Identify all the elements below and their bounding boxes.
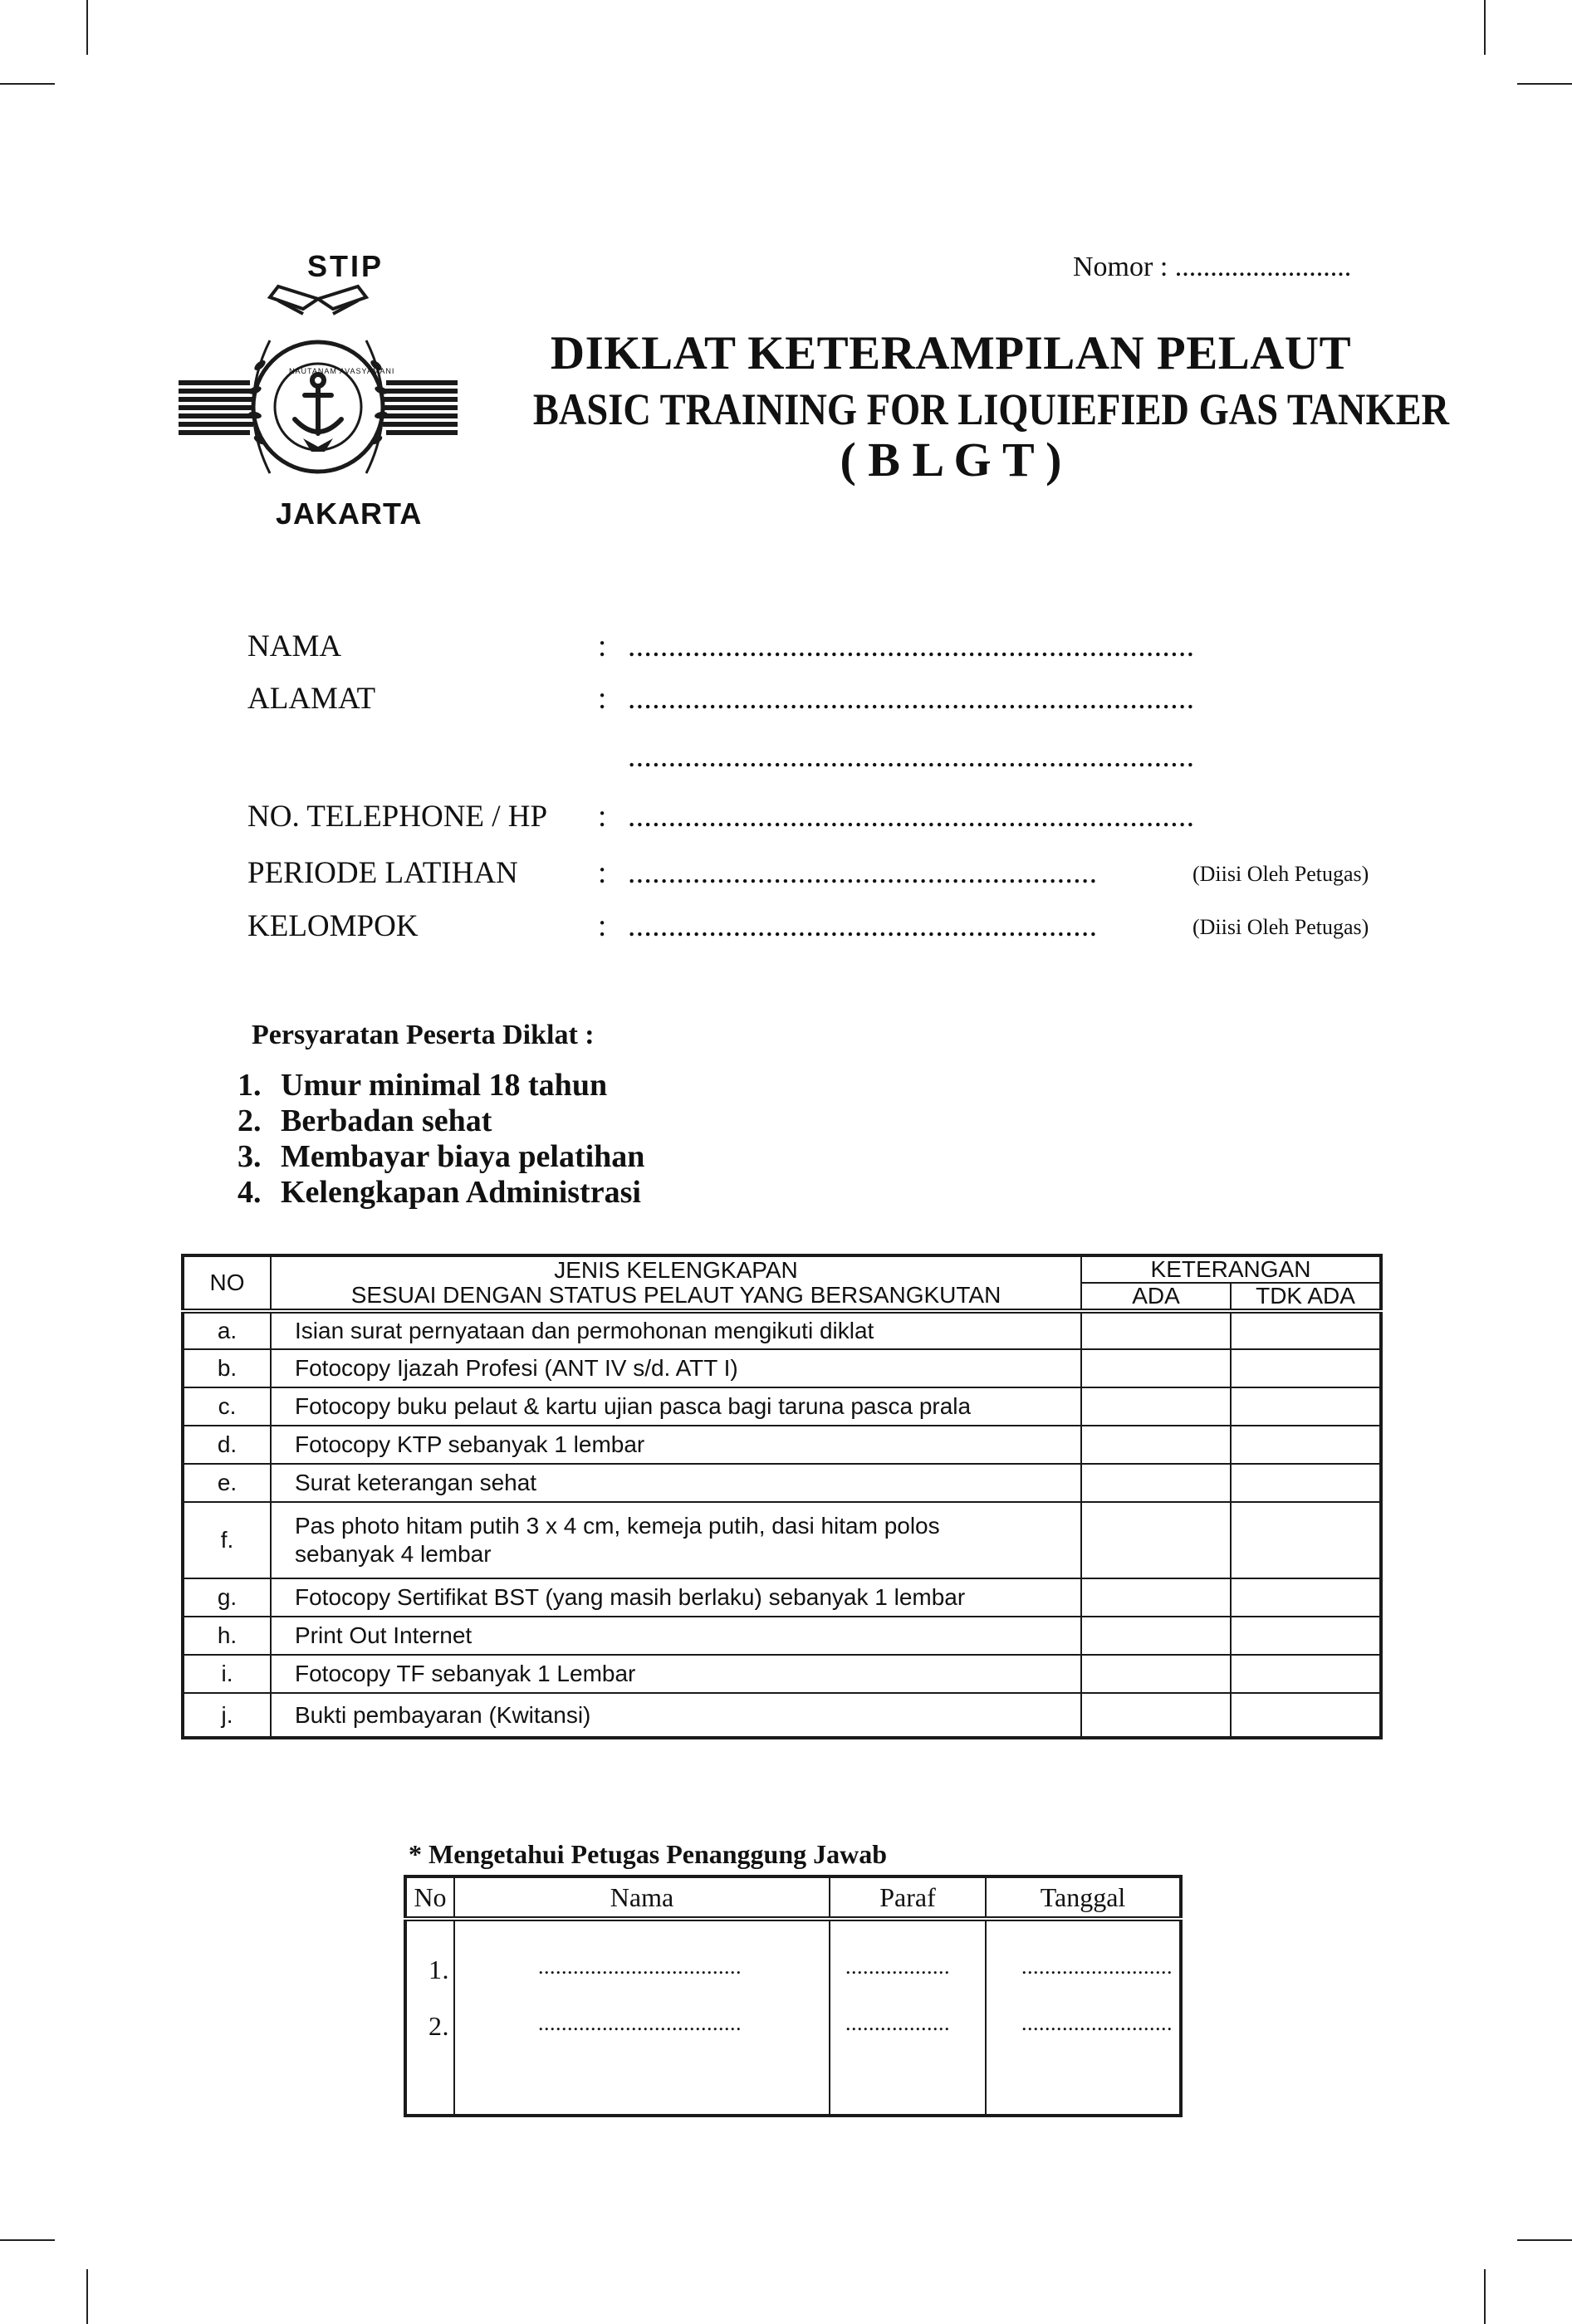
ada-checkbox-cell[interactable] xyxy=(1081,1426,1231,1464)
column-header-item-line2: SESUAI DENGAN STATUS PELAUT YANG BERSANGKUTAN xyxy=(350,1282,1001,1308)
crop-mark xyxy=(1484,0,1486,55)
sig-tanggal-cell xyxy=(986,1919,1181,2116)
column-header-tanggal: Tanggal xyxy=(986,1876,1181,1919)
column-header-item xyxy=(271,1255,1081,1311)
field-colon: : xyxy=(598,909,607,943)
requirements-title: Persyaratan Peserta Diklat : xyxy=(252,1020,595,1050)
nomor-field xyxy=(1073,252,1351,283)
field-input-line[interactable]: .......................................................... xyxy=(628,856,1098,890)
row-no: b. xyxy=(183,1349,271,1387)
field-note: (Diisi Oleh Petugas) xyxy=(1192,915,1369,939)
row-item: Isian surat pernyataan dan permohonan mengikuti diklat xyxy=(271,1311,1081,1349)
crop-mark xyxy=(0,83,55,85)
row-item: Fotocopy Ijazah Profesi (ANT IV s/d. ATT I) xyxy=(271,1349,1081,1387)
form-field-alamat xyxy=(247,681,1410,727)
row-no: h. xyxy=(183,1617,271,1655)
tdk-ada-checkbox-cell[interactable] xyxy=(1231,1655,1381,1693)
field-colon: : xyxy=(598,682,607,716)
row-no: d. xyxy=(183,1426,271,1464)
column-header-ada: ADA xyxy=(1081,1283,1231,1311)
form-field-nama xyxy=(247,629,1410,675)
ada-checkbox-cell[interactable] xyxy=(1081,1387,1231,1426)
list-text: Membayar biaya pelatihan xyxy=(281,1139,645,1174)
crop-mark xyxy=(1517,2239,1572,2241)
row-item-line1: Pas photo hitam putih 3 x 4 cm, kemeja putih, dasi hitam polos xyxy=(295,1513,940,1539)
tdk-ada-checkbox-cell[interactable] xyxy=(1231,1311,1381,1349)
form-field-periode xyxy=(247,855,1410,902)
table-row xyxy=(183,1502,1381,1578)
field-colon: : xyxy=(598,629,607,663)
table-row xyxy=(183,1349,1381,1387)
table-header-row xyxy=(405,1876,1181,1919)
row-item: Fotocopy TF sebanyak 1 Lembar xyxy=(271,1655,1081,1693)
list-number: 3. xyxy=(238,1139,262,1174)
table-row xyxy=(405,1919,1181,2116)
ada-checkbox-cell[interactable] xyxy=(1081,1311,1231,1349)
table-row xyxy=(183,1464,1381,1502)
field-input-line[interactable]: ...................................................................... xyxy=(628,740,1195,774)
table-row xyxy=(183,1311,1381,1349)
row-item: Bukti pembayaran (Kwitansi) xyxy=(271,1693,1081,1738)
checklist-table xyxy=(181,1254,1383,1739)
tanggal-line[interactable]: .......................... xyxy=(1021,1955,1173,1979)
table-row xyxy=(183,1578,1381,1617)
tdk-ada-checkbox-cell[interactable] xyxy=(1231,1502,1381,1578)
field-input-line[interactable]: ...................................................................... xyxy=(628,682,1195,716)
field-input-line[interactable]: ...................................................................... xyxy=(628,629,1195,663)
field-label: NO. TELEPHONE / HP xyxy=(247,800,548,834)
tdk-ada-checkbox-cell[interactable] xyxy=(1231,1349,1381,1387)
column-header-paraf: Paraf xyxy=(830,1876,986,1919)
list-number: 1. xyxy=(238,1068,262,1103)
row-item-line2: sebanyak 4 lembar xyxy=(295,1541,492,1567)
page-title: DIKLAT KETERAMPILAN PELAUT xyxy=(550,327,1352,379)
row-no: i. xyxy=(183,1655,271,1693)
sig-no-cell xyxy=(405,1919,454,2116)
ada-checkbox-cell[interactable] xyxy=(1081,1617,1231,1655)
list-item xyxy=(238,1139,644,1175)
crop-mark xyxy=(86,2269,88,2324)
field-label: NAMA xyxy=(247,629,342,663)
nama-line[interactable]: ................................... xyxy=(538,2011,742,2035)
sig-nama-cell xyxy=(454,1919,830,2116)
field-colon: : xyxy=(598,800,607,834)
list-item xyxy=(238,1068,644,1103)
stip-emblem-icon xyxy=(179,249,461,536)
crop-mark xyxy=(1517,83,1572,85)
form-field-telephone xyxy=(247,799,1410,845)
field-input-line[interactable]: .......................................................... xyxy=(628,909,1098,943)
column-header-nama: Nama xyxy=(454,1876,830,1919)
ada-checkbox-cell[interactable] xyxy=(1081,1502,1231,1578)
field-input-line[interactable]: ...................................................................... xyxy=(628,800,1195,834)
nomor-dots[interactable]: ......................... xyxy=(1174,252,1352,282)
stip-logo xyxy=(179,249,461,536)
form-field-kelompok xyxy=(247,908,1410,955)
tdk-ada-checkbox-cell[interactable] xyxy=(1231,1693,1381,1738)
field-note: (Diisi Oleh Petugas) xyxy=(1192,862,1369,886)
nomor-label: Nomor : xyxy=(1073,252,1168,282)
nama-line[interactable]: ................................... xyxy=(538,1955,742,1979)
row-item: Surat keterangan sehat xyxy=(271,1464,1081,1502)
row-no: 2. xyxy=(429,2011,449,2041)
page-subtitle: BASIC TRAINING FOR LIQUIEFIED GAS TANKER xyxy=(532,384,1450,434)
table-row xyxy=(183,1655,1381,1693)
crop-mark xyxy=(86,0,88,55)
ada-checkbox-cell[interactable] xyxy=(1081,1693,1231,1738)
tdk-ada-checkbox-cell[interactable] xyxy=(1231,1617,1381,1655)
sig-paraf-cell xyxy=(830,1919,986,2116)
table-row xyxy=(183,1426,1381,1464)
tdk-ada-checkbox-cell[interactable] xyxy=(1231,1464,1381,1502)
list-number: 2. xyxy=(238,1103,262,1138)
tanggal-line[interactable]: .......................... xyxy=(1021,2011,1173,2035)
column-header-tdk-ada: TDK ADA xyxy=(1231,1283,1381,1311)
signature-table xyxy=(404,1875,1183,2117)
row-no: g. xyxy=(183,1578,271,1617)
field-colon: : xyxy=(598,856,607,890)
field-label: PERIODE LATIHAN xyxy=(247,856,518,890)
logo-bottom-text: JAKARTA xyxy=(276,497,423,531)
row-item: Print Out Internet xyxy=(271,1617,1081,1655)
tdk-ada-checkbox-cell[interactable] xyxy=(1231,1578,1381,1617)
crop-mark xyxy=(0,2239,55,2241)
requirements-list xyxy=(238,1068,644,1211)
table-header-row xyxy=(183,1255,1381,1283)
list-text: Umur minimal 18 tahun xyxy=(281,1068,608,1103)
tdk-ada-checkbox-cell[interactable] xyxy=(1231,1387,1381,1426)
list-number: 4. xyxy=(238,1175,262,1210)
tdk-ada-checkbox-cell[interactable] xyxy=(1231,1426,1381,1464)
row-item: Fotocopy KTP sebanyak 1 lembar xyxy=(271,1426,1081,1464)
signature-title: * Mengetahui Petugas Penanggung Jawab xyxy=(409,1839,888,1869)
list-text: Berbadan sehat xyxy=(281,1103,492,1138)
row-no: a. xyxy=(183,1311,271,1349)
column-header-item-line1: JENIS KELENGKAPAN xyxy=(554,1257,798,1283)
form-field-alamat-line2 xyxy=(247,739,1410,785)
row-no: j. xyxy=(183,1693,271,1738)
row-no: 1. xyxy=(429,1955,449,1984)
column-header-keterangan: KETERANGAN xyxy=(1081,1255,1381,1283)
row-item xyxy=(271,1502,1081,1578)
logo-top-text: STIP xyxy=(307,249,384,283)
row-no: e. xyxy=(183,1464,271,1502)
list-item xyxy=(238,1175,644,1211)
ada-checkbox-cell[interactable] xyxy=(1081,1655,1231,1693)
row-item: Fotocopy Sertifikat BST (yang masih berlaku) sebanyak 1 lembar xyxy=(271,1578,1081,1617)
ada-checkbox-cell[interactable] xyxy=(1081,1349,1231,1387)
list-text: Kelengkapan Administrasi xyxy=(281,1175,641,1210)
table-row xyxy=(183,1693,1381,1738)
table-row xyxy=(183,1617,1381,1655)
row-no: c. xyxy=(183,1387,271,1426)
field-label: ALAMAT xyxy=(247,682,376,716)
ada-checkbox-cell[interactable] xyxy=(1081,1578,1231,1617)
row-no: f. xyxy=(183,1502,271,1578)
table-row xyxy=(183,1387,1381,1426)
field-label: KELOMPOK xyxy=(247,909,419,943)
list-item xyxy=(238,1103,644,1139)
paraf-line[interactable]: .................. xyxy=(845,1955,950,1979)
paraf-line[interactable]: .................. xyxy=(845,2011,950,2035)
logo-ring-text: NAUTANAM AVASYAMANI xyxy=(289,367,395,375)
row-item: Fotocopy buku pelaut & kartu ujian pasca bagi taruna pasca prala xyxy=(271,1387,1081,1426)
column-header-no: NO xyxy=(183,1255,271,1311)
program-code: ( B L G T ) xyxy=(840,433,1062,487)
column-header-no: No xyxy=(405,1876,454,1919)
ada-checkbox-cell[interactable] xyxy=(1081,1464,1231,1502)
crop-mark xyxy=(1484,2269,1486,2324)
